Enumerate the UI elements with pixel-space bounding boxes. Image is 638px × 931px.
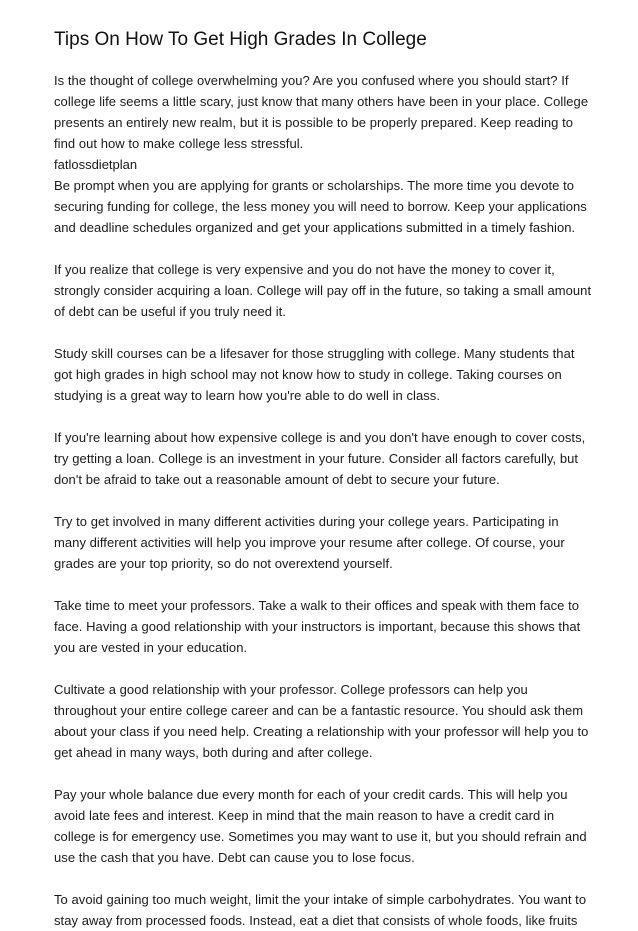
document-page — [54, 28, 594, 931]
document-title: Tips On How To Get High Grades In College — [54, 29, 427, 50]
tagline-text: fatlossdietplan — [54, 157, 138, 172]
paragraph-study-skills: Study skill courses can be a lifesaver for those struggling with college. Many students that got high grades in high school may not know how to study in college. Taking courses on studying is a great way to learn how you're able to do well in class. — [54, 346, 575, 403]
paragraph-meet-professors: Take time to meet your professors. Take a walk to their offices and speak with them face to face. Having a good relationship with your instructors is important, because this shows that you are vested in your education. — [54, 598, 581, 655]
paragraph-loan: If you realize that college is very expensive and you do not have the money to cover it, strongly consider acquiring a loan. College will pay off in the future, so taking a small amount of debt can be useful if you truly need it. — [54, 262, 592, 319]
intro-paragraph: Is the thought of college overwhelming you? Are you confused where you should start? If college life seems a little scary, just know that many others have been in your place. College presents an entirely new realm, but it is possible to be properly prepared. Keep reading to find out how to make college less stressful. — [54, 73, 589, 151]
paragraph-weight: To avoid gaining too much weight, limit the your intake of simple carbohydrates. You want to stay away from processed foods. Instead, eat a diet that consists of whole foods, like fruits — [54, 892, 587, 928]
paragraph-professor-relationship: Cultivate a good relationship with your professor. College professors can help you throughout your entire college career and can be a fantastic resource. You should ask them about your class if you need help. Creating a relationship with your professor will help you to get ahead in many ways, both during and after college. — [54, 682, 589, 760]
paragraph-scholarships: Be prompt when you are applying for grants or scholarships. The more time you devote to securing funding for college, the less money you will need to borrow. Keep your applications and deadline schedules organized and get your applications submitted in a timely fashion. — [54, 178, 587, 235]
paragraph-expensive-college: If you're learning about how expensive college is and you don't have enough to cover costs, try getting a loan. College is an investment in your future. Consider all factors carefully, but don't be afraid to take out a reasonable amount of debt to secure your future. — [54, 430, 586, 487]
paragraph-credit-cards: Pay your whole balance due every month for each of your credit cards. This will help you avoid late fees and interest. Keep in mind that the main reason to have a credit card in college is for emergency use. Sometimes you may want to use it, but you should refrain and use the cash that you have. Debt can cause you to lose focus. — [54, 787, 587, 865]
paragraph-activities: Try to get involved in many different activities during your college years. Participating in many different activities will help you improve your resume after college. Of course, your grades are your top priority, so do not overextend yourself. — [54, 514, 565, 571]
